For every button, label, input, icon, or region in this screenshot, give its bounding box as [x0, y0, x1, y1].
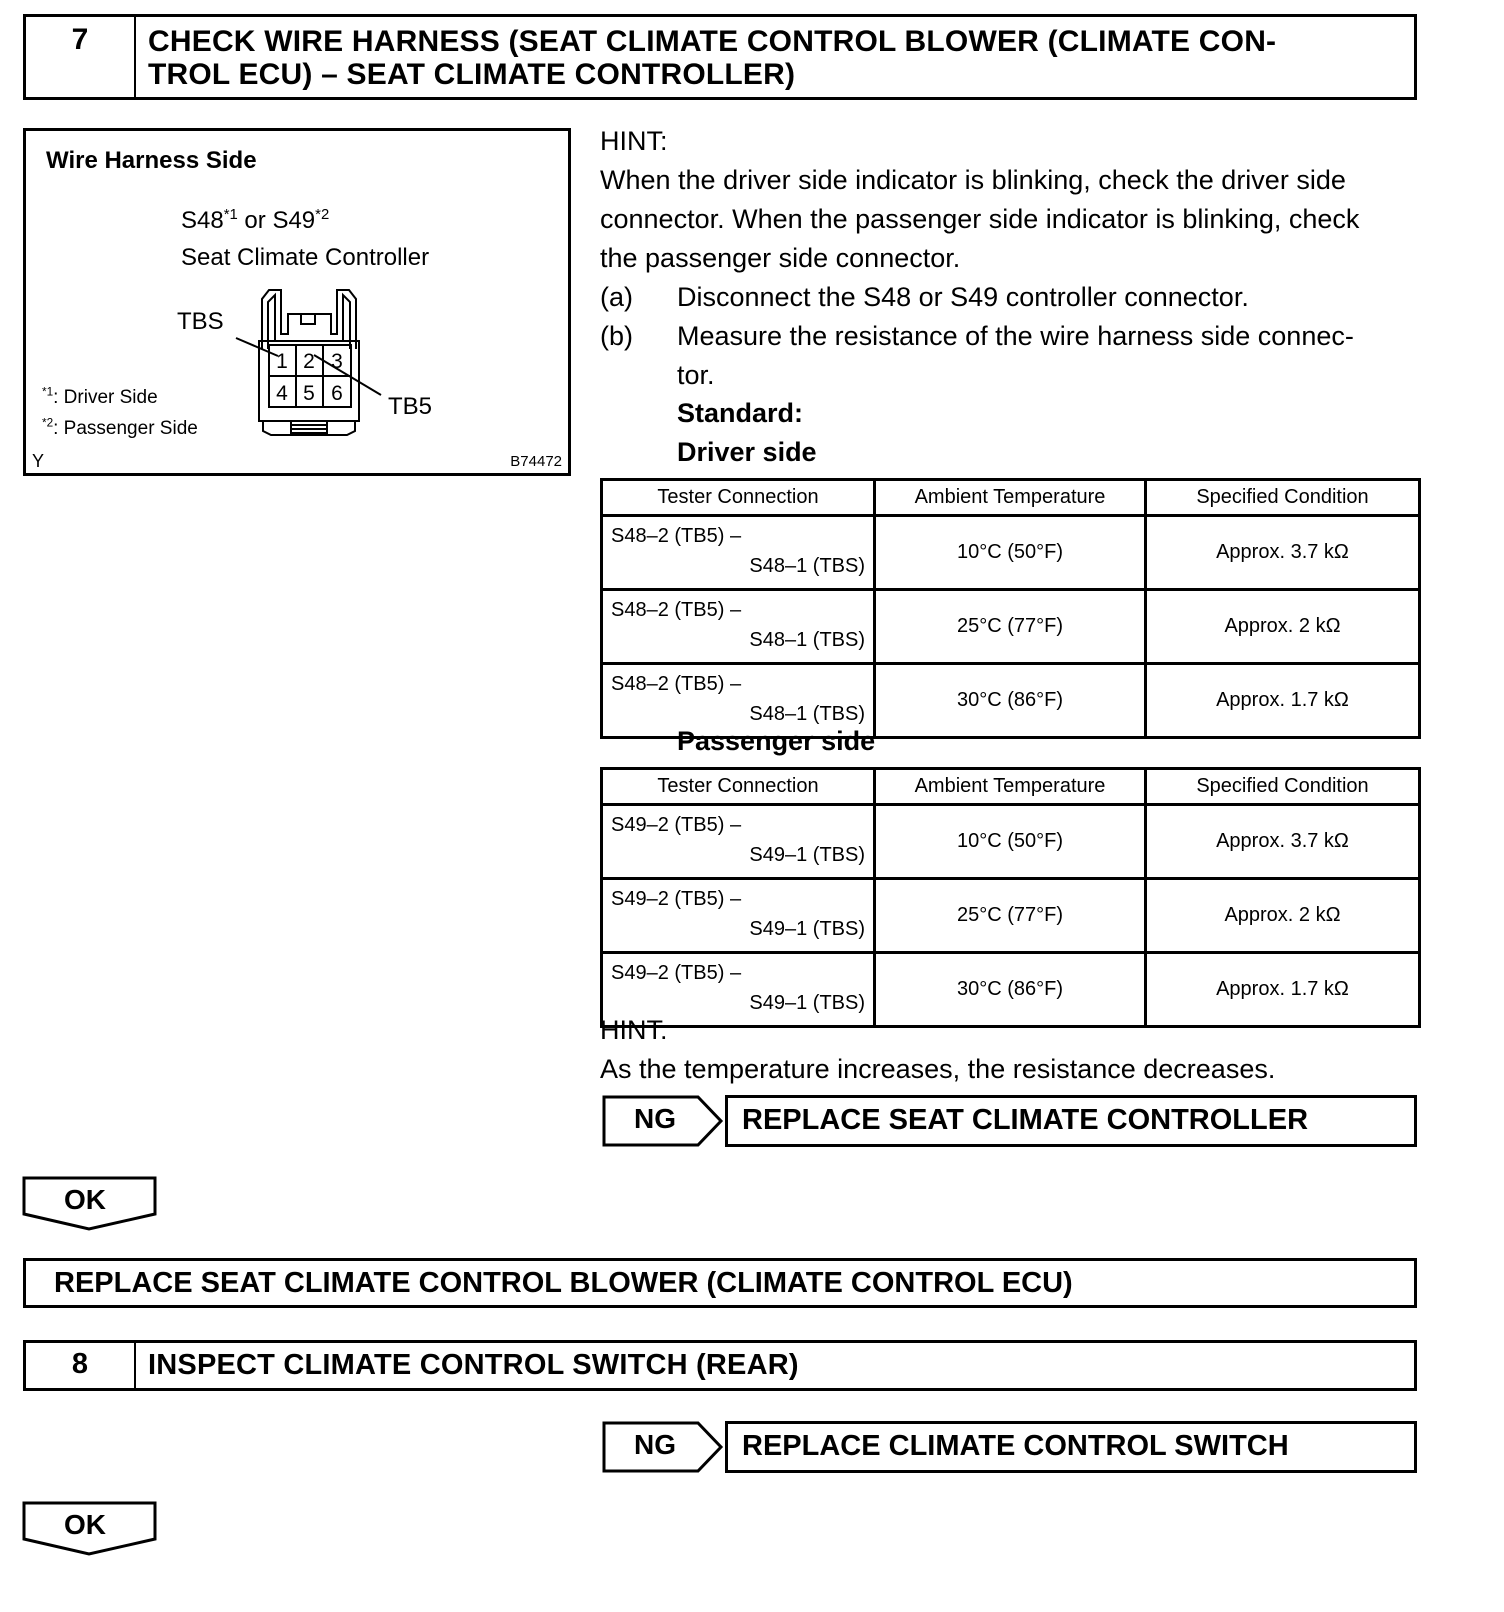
svg-text:6: 6 [331, 382, 343, 405]
ok-label-step8: OK [64, 1509, 106, 1540]
temperature-cell: 10°C (50°F) [875, 516, 1146, 590]
svg-text:3: 3 [331, 350, 343, 373]
condition-cell: Approx. 2 kΩ [1146, 879, 1420, 953]
svg-text:2: 2 [303, 350, 315, 373]
tester-connection-cell: S48–2 (TB5) – S48–1 (TBS) [602, 664, 875, 738]
passenger-side-table [600, 767, 1421, 1028]
tester-connection-cell: S48–2 (TB5) – S48–1 (TBS) [602, 590, 875, 664]
driver-side-table [600, 478, 1421, 739]
tester-connection-cell: S49–2 (TB5) – S49–1 (TBS) [602, 805, 875, 879]
step-8-header [23, 1340, 1417, 1391]
table-row [602, 953, 1420, 1027]
standard-label: Standard: [677, 398, 804, 428]
pin-label-tb5: TB5 [388, 393, 433, 420]
figure-corner-code: Y [32, 451, 45, 471]
ng-action-step8: REPLACE CLIMATE CONTROL SWITCH [725, 1421, 1417, 1473]
ok-label-step7: OK [64, 1184, 106, 1215]
svg-text:5: 5 [303, 382, 315, 405]
step-a-marker: (a) [600, 282, 633, 312]
col-header-ambient-temperature: Ambient Temperature [875, 769, 1146, 805]
col-header-ambient-temperature: Ambient Temperature [875, 480, 1146, 516]
figure-title: Wire Harness Side [46, 147, 257, 174]
step-b-text-2: tor. [677, 360, 715, 390]
temperature-cell: 10°C (50°F) [875, 805, 1146, 879]
footnote-driver: $^{*1}$: Driver Side [42, 385, 158, 408]
figure-id: B74472 [510, 453, 562, 470]
connector-name: Seat Climate Controller [181, 244, 430, 271]
connector-figure [23, 128, 571, 476]
table-header-row [602, 480, 1420, 516]
table-row [602, 805, 1420, 879]
col-header-tester-connection: Tester Connection [602, 480, 875, 516]
step-a-text: Disconnect the S48 or S49 controller connector. [677, 282, 1249, 312]
driver-side-label: Driver side [677, 437, 817, 467]
temperature-cell: 30°C (86°F) [875, 953, 1146, 1027]
hint-line-2: connector. When the passenger side indicator is blinking, check [600, 204, 1360, 234]
step-title-line2: TROL ECU) – SEAT CLIMATE CONTROLLER) [148, 58, 796, 91]
hint-label: HINT: [600, 126, 668, 156]
step-title-line1: CHECK WIRE HARNESS (SEAT CLIMATE CONTROL BLOWER (CLIMATE CON- [148, 25, 1277, 58]
temperature-cell: 25°C (77°F) [875, 590, 1146, 664]
hint-line-3: the passenger side connector. [600, 243, 961, 273]
hint2-text: As the temperature increases, the resistance decreases. [600, 1054, 1276, 1084]
condition-cell: Approx. 2 kΩ [1146, 590, 1420, 664]
col-header-tester-connection: Tester Connection [602, 769, 875, 805]
step-b-marker: (b) [600, 321, 633, 351]
condition-cell: Approx. 1.7 kΩ [1146, 953, 1420, 1027]
step-title [136, 17, 1414, 97]
ng-action-step7: REPLACE SEAT CLIMATE CONTROLLER [725, 1095, 1417, 1147]
col-header-specified-condition: Specified Condition [1146, 769, 1420, 805]
condition-cell: Approx. 3.7 kΩ [1146, 516, 1420, 590]
step-number: 8 [26, 1343, 136, 1388]
temperature-cell: 25°C (77°F) [875, 879, 1146, 953]
tester-connection-cell: S49–2 (TB5) – S49–1 (TBS) [602, 879, 875, 953]
condition-cell: Approx. 3.7 kΩ [1146, 805, 1420, 879]
tester-connection-cell: S48–2 (TB5) – S48–1 (TBS) [602, 516, 875, 590]
pin-label-tbs: TBS [177, 308, 224, 335]
ng-label-step8: NG [634, 1429, 676, 1460]
step-number: 7 [26, 17, 136, 97]
ok-action-step7: REPLACE SEAT CLIMATE CONTROL BLOWER (CLIMATE CONTROL ECU) [23, 1258, 1417, 1308]
step-7-header [23, 14, 1417, 100]
svg-text:4: 4 [276, 382, 288, 405]
connector-id-label: S48$^{*1}$ or S49$^{*2}$ [181, 207, 330, 234]
condition-cell: Approx. 1.7 kΩ [1146, 664, 1420, 738]
table-header-row [602, 769, 1420, 805]
hint2-label: HINT: [600, 1015, 668, 1045]
ng-label-step7: NG [634, 1103, 676, 1134]
hint-line-1: When the driver side indicator is blinking, check the driver side [600, 165, 1346, 195]
step-b-text-1: Measure the resistance of the wire harness side connec- [677, 321, 1354, 351]
step-title: INSPECT CLIMATE CONTROL SWITCH (REAR) [148, 1349, 799, 1381]
temperature-cell: 30°C (86°F) [875, 664, 1146, 738]
col-header-specified-condition: Specified Condition [1146, 480, 1420, 516]
table-row [602, 590, 1420, 664]
svg-text:1: 1 [276, 350, 288, 373]
table-row [602, 516, 1420, 590]
table-row [602, 879, 1420, 953]
footnote-passenger: $^{*2}$: Passenger Side [42, 416, 198, 439]
tester-connection-cell: S49–2 (TB5) – S49–1 (TBS) [602, 953, 875, 1027]
passenger-side-label: Passenger side [677, 726, 876, 756]
